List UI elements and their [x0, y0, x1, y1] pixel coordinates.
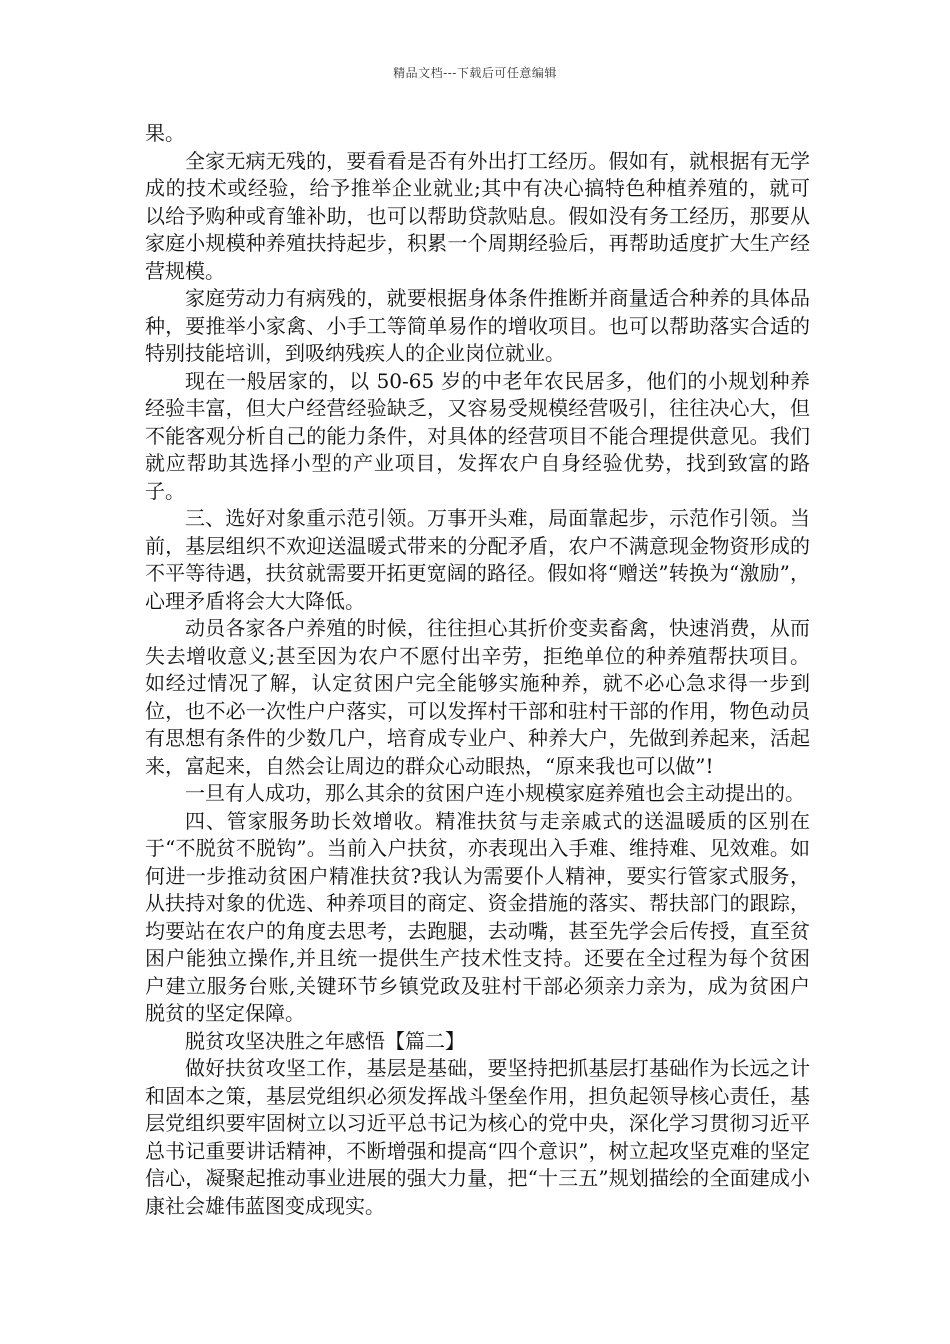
- section-heading: 脱贫攻坚决胜之年感悟【篇二】: [185, 1028, 465, 1053]
- paragraph: 全家无病无残的，要看看是否有外出打工经历。假如有，就根据有无学成的技术或经验，给予推举企业就业;其中有决心搞特色种植养殖的，就可以给予购种或育雏补助，也可以帮助贷款贴息。假如没有务工经历，那要从家庭小规模种养殖扶持起步，积累一个周期经验后，再帮助适度扩大生产经营规模。: [145, 148, 810, 283]
- paragraph: 家庭劳动力有病残的，就要根据身体条件推断并商量适合种养的具体品种，要推举小家禽、小手工等简单易作的增收项目。也可以帮助落实合适的特别技能培训，到吸纳残疾人的企业岗位就业。: [145, 286, 810, 365]
- page-header: 精品文档---下载后可任意编辑: [393, 66, 557, 80]
- paragraph: 果。: [145, 121, 185, 145]
- document-body: [145, 120, 810, 1220]
- paragraph: 做好扶贫攻坚工作，基层是基础，要坚持把抓基层打基础作为长远之计和固本之策，基层党组织必须发挥战斗堡垒作用，担负起领导核心责任，基层党组织要牢固树立以习近平总书记为核心的党中央，深化学习贯彻习近平总书记重要讲话精神，不断增强和提高“四个意识”，树立起攻坚克难的坚定信心，凝聚起推动事业进展的强大力量，把“十三五”规划描绘的全面建成小康社会雄伟蓝图变成现实。: [145, 1056, 810, 1218]
- paragraph: 四、管家服务助长效增收。精准扶贫与走亲戚式的送温暖质的区别在于“不脱贫不脱钩”。当前入户扶贫，亦表现出入手难、维持难、见效难。如何进一步推动贫困户精准扶贫?我认为需要仆人精神，要实行管家式服务，从扶持对象的优选、种养项目的商定、资金措施的落实、帮扶部门的跟踪，均要站在农户的角度去思考，去跑腿，去动嘴，甚至先学会后传授，直至贫困户能独立操作,并且统一提供生产技术性支持。还要在全过程为每个贫困户建立服务台账,关键环节乡镇党政及驻村干部必须亲力亲为，成为贫困户脱贫的坚定保障。: [145, 808, 810, 1025]
- paragraph: 动员各家各户养殖的时候，往往担心其折价变卖畜禽，快速消费，从而失去增收意义;甚至因为农户不愿付出辛劳，拒绝单位的种养殖帮扶项目。如经过情况了解，认定贫困户完全能够实施种养，就不必心急求得一步到位，也不必一次性户户落实，可以发挥村干部和驻村干部的作用，物色动员有思想有条件的少数几户，培育成专业户、种养大户，先做到养起来，活起来，富起来，自然会让周边的群众心动眼热，“原来我也可以做”!: [145, 616, 810, 778]
- paragraph: 一旦有人成功，那么其余的贫困户连小规模家庭养殖也会主动提出的。: [185, 781, 805, 805]
- paragraph: 现在一般居家的，以 50-65 岁的中老年农民居多，他们的小规划种养经验丰富，但大户经营经验缺乏，又容易受规模经营吸引，往往决心大，但不能客观分析自己的能力条件，对具体的经营项目不能合理提供意见。我们就应帮助其选择小型的产业项目，发挥农户自身经验优势，找到致富的路子。: [145, 368, 810, 503]
- paragraph: 三、选好对象重示范引领。万事开头难，局面靠起步，示范作引领。当前，基层组织不欢迎送温暖式带来的分配矛盾，农户不满意现金物资形成的不平等待遇，扶贫就需要开拓更宽阔的路径。假如将“赠送”转换为“激励”，心理矛盾将会大大降低。: [145, 506, 810, 613]
